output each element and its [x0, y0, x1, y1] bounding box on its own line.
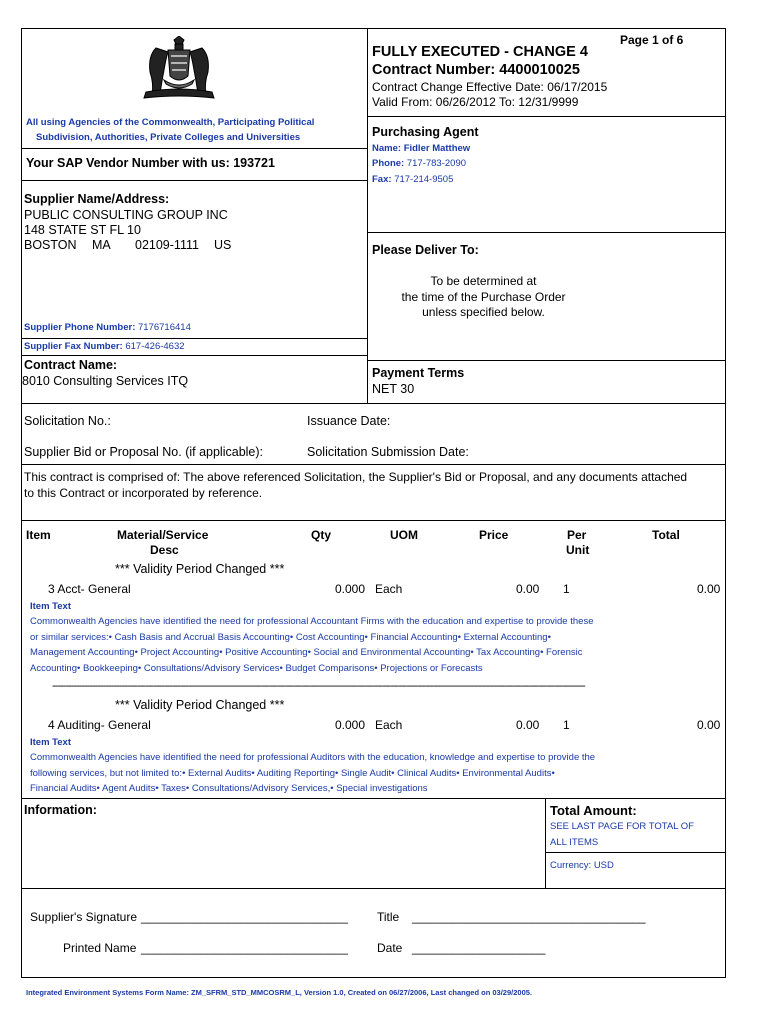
submission-date: Solicitation Submission Date: — [307, 445, 469, 459]
row-3-per: 1 — [563, 582, 570, 596]
contract-name-heading: Contract Name: — [24, 358, 118, 372]
supplier-zip: 02109-1111 — [135, 238, 199, 252]
payment-terms-heading: Payment Terms — [372, 366, 465, 380]
deliver-line-2: the time of the Purchase Order — [401, 290, 566, 304]
agencies-line-2: Subdivision, Authorities, Private Colleges and Universities — [36, 132, 301, 143]
row-3-price: 0.00 — [516, 582, 540, 596]
supplier-phone-value: 7176716414 — [138, 322, 191, 333]
row-4-text-1: Commonwealth Agencies have identified the need for professional Auditors with the education, knowledge and expertise to provide the — [30, 752, 596, 763]
supplier-name: PUBLIC CONSULTING GROUP INC — [24, 208, 228, 222]
issuance-date: Issuance Date: — [307, 414, 391, 428]
row-4-uom: Each — [375, 718, 403, 732]
currency: Currency: USD — [550, 860, 614, 871]
col-qty: Qty — [311, 528, 332, 542]
line-header-right — [367, 116, 725, 117]
col-per-2: Unit — [566, 543, 590, 557]
header-divider — [367, 28, 368, 403]
col-material-2: Desc — [150, 543, 179, 557]
row-4-text-2: following services, but not limited to:• External Audits• Auditing Reporting• Single Audit• Clinical Audits• Environmental Audits• — [30, 768, 555, 779]
supplier-phone-label: Supplier Phone Number: — [24, 322, 136, 333]
agent-fax-value: 717-214-9505 — [394, 174, 454, 185]
deliver-line-1: To be determined at — [430, 274, 537, 288]
line-agent — [367, 232, 725, 233]
agent-name — [372, 143, 470, 154]
row-3-validity: *** Validity Period Changed *** — [115, 562, 285, 576]
agent-fax-label: Fax: — [372, 174, 392, 185]
date-line[interactable]: ____________________ — [412, 941, 546, 955]
comprised-line-1: This contract is comprised of: The above referenced Solicitation, the Supplier's Bid or Proposal, and any documents attached — [24, 470, 688, 484]
supplier-state: MA — [92, 238, 111, 252]
supplier-country: US — [214, 238, 232, 252]
date-label: Date — [377, 941, 403, 955]
col-material-1: Material/Service — [117, 528, 209, 542]
row-3-item: 3 Acct- General — [48, 582, 131, 596]
purchasing-agent-heading: Purchasing Agent — [372, 125, 479, 139]
valid-dates: Valid From: 06/26/2012 To: 12/31/9999 — [372, 95, 579, 109]
row-3-text-4: Accounting• Bookkeeping• Consultations/Advisory Services• Budget Comparisons• Projections or Forecasts — [30, 663, 483, 674]
row-3-uom: Each — [375, 582, 403, 596]
supplier-fax — [24, 341, 185, 352]
row-separator: -------------------------------------------------------------------------------------------------------------------------------------------------------------------------------------------------------- — [52, 680, 585, 692]
col-total: Total — [652, 528, 680, 542]
line-signature — [21, 888, 726, 889]
line-table-head — [21, 520, 726, 521]
agent-phone-value: 717-783-2090 — [406, 158, 467, 169]
agencies-line-1: All using Agencies of the Commonwealth, Participating Political — [26, 117, 315, 128]
supplier-heading: Supplier Name/Address: — [24, 192, 170, 206]
supplier-signature-line[interactable]: _______________________________ — [141, 910, 348, 924]
form-footer: Integrated Environment Systems Form Name: ZM_SFRM_STD_MMCOSRM_L, Version 1.0, Created on 06/27/2006, Last changed on 03/29/2005. — [26, 988, 532, 997]
row-3-text-3: Management Accounting• Project Accounting• Positive Accounting• Social and Environmental Accounting• Tax Accounting• Forensic — [30, 647, 583, 658]
coat-of-arms-seal — [138, 36, 220, 102]
border-bottom — [21, 977, 726, 978]
border-right — [725, 28, 726, 978]
border-left — [21, 28, 22, 978]
line-contract-name — [21, 355, 367, 356]
total-amount-line-1: SEE LAST PAGE FOR TOTAL OF — [550, 821, 694, 832]
document-title: FULLY EXECUTED - CHANGE 4 — [372, 44, 588, 60]
col-uom: UOM — [390, 528, 418, 542]
supplier-street: 148 STATE ST FL 10 — [24, 223, 141, 237]
printed-name-label: Printed Name — [63, 941, 137, 955]
total-amount-line-2: ALL ITEMS — [550, 837, 599, 848]
title-line[interactable]: ___________________________________ — [412, 910, 646, 924]
deliver-heading: Please Deliver To: — [372, 243, 479, 257]
row-4-validity: *** Validity Period Changed *** — [115, 698, 285, 712]
line-total-amount — [545, 852, 725, 853]
row-3-text-2: or similar services:• Cash Basis and Accrual Basis Accounting• Cost Accounting• Financial Accounting• External Accounting• — [30, 632, 551, 643]
supplier-fax-value: 617-426-4632 — [125, 341, 185, 352]
col-item: Item — [26, 528, 51, 542]
line-comprised — [21, 464, 726, 465]
printed-name-line[interactable]: _______________________________ — [141, 941, 348, 955]
total-amount-heading: Total Amount: — [550, 803, 637, 818]
agent-fax — [372, 174, 453, 185]
row-3-item-text-label: Item Text — [30, 601, 72, 612]
total-divider — [545, 798, 546, 888]
agent-name-label: Name: — [372, 143, 402, 154]
row-4-total: 0.00 — [697, 718, 721, 732]
page-number: Page 1 of 6 — [620, 33, 684, 47]
supplier-city: BOSTON — [24, 238, 77, 252]
information-heading: Information: — [24, 803, 97, 817]
solicitation-no: Solicitation No.: — [24, 414, 111, 428]
supplier-fax-label: Supplier Fax Number: — [24, 341, 123, 352]
comprised-line-2: to this Contract or incorporated by reference. — [24, 486, 263, 500]
border-top — [21, 28, 726, 29]
col-price: Price — [479, 528, 509, 542]
deliver-line-3: unless specified below. — [422, 305, 545, 319]
row-3-text-1: Commonwealth Agencies have identified the need for professional Accountant Firms with the education and expertise to provide these — [30, 616, 594, 627]
row-4-text-3: Financial Audits• Agent Audits• Taxes• Consultations/Advisory Services,• Special investigations — [30, 783, 428, 794]
row-4-price: 0.00 — [516, 718, 540, 732]
agent-phone — [372, 158, 466, 169]
line-agency — [21, 148, 367, 149]
payment-terms-value: NET 30 — [372, 382, 415, 396]
row-4-item-text-label: Item Text — [30, 737, 72, 748]
title-label: Title — [377, 910, 400, 924]
vendor-number: Your SAP Vendor Number with us: 193721 — [26, 156, 275, 170]
line-phone — [21, 338, 367, 339]
contract-name-value: 8010 Consulting Services ITQ — [22, 374, 189, 388]
row-4-item: 4 Auditing- General — [48, 718, 151, 732]
line-payment — [367, 360, 725, 361]
row-3-qty: 0.000 — [335, 582, 366, 596]
line-solicitation — [21, 403, 726, 404]
line-info — [21, 798, 726, 799]
supplier-bid-no: Supplier Bid or Proposal No. (if applicable): — [24, 445, 264, 459]
agent-phone-label: Phone: — [372, 158, 405, 169]
agent-name-value: Fidler Matthew — [403, 143, 471, 154]
row-4-qty: 0.000 — [335, 718, 366, 732]
row-4-per: 1 — [563, 718, 570, 732]
row-3-total: 0.00 — [697, 582, 721, 596]
supplier-signature-label: Supplier's Signature — [30, 910, 138, 924]
contract-change-date: Contract Change Effective Date: 06/17/2015 — [372, 80, 608, 94]
contract-number: Contract Number: 4400010025 — [372, 62, 580, 78]
supplier-phone — [24, 322, 191, 333]
col-per-1: Per — [567, 528, 587, 542]
line-vendor — [21, 180, 367, 181]
